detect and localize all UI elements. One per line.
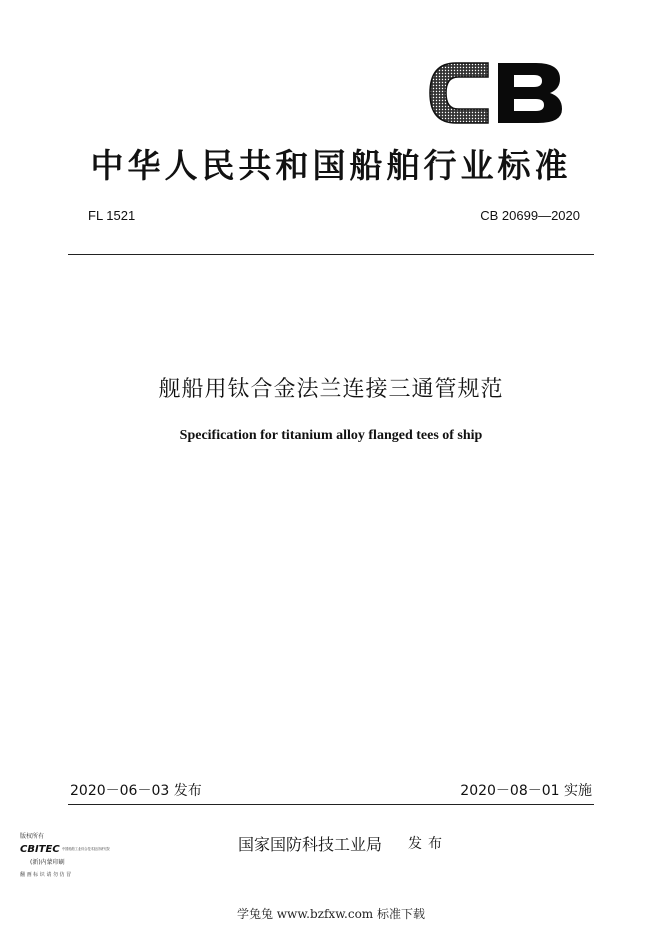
fl-classification-code: FL 1521 xyxy=(88,208,136,223)
anti-counterfeit-stamp xyxy=(18,830,114,882)
footer-watermark: 学兔兔 www.bzfxw.com 标准下载 xyxy=(236,907,426,921)
bottom-divider xyxy=(68,804,594,805)
english-title: Specification for titanium alloy flanged tees of ship xyxy=(179,428,483,443)
issue-date: 2020－06－03 发布 xyxy=(70,783,202,799)
stamp-brand: CBITEC xyxy=(20,844,60,855)
stamp-line4: 翻 画 标 识 请 勿 仿 冒 xyxy=(20,872,72,878)
implementation-date: 2020－08－01 实施 xyxy=(460,783,592,799)
publisher-name: 国家国防科技工业局 xyxy=(238,835,383,854)
stamp-line1: 版权所有 xyxy=(20,833,45,840)
standard-number: CB 20699—2020 xyxy=(480,208,580,223)
stamp-line2: 中国船舶工业综合技术经济研究院 xyxy=(62,847,110,851)
top-divider xyxy=(68,254,594,255)
chinese-title: 舰船用钛合金法兰连接三通管规范 xyxy=(158,377,504,402)
cb-logo xyxy=(426,57,566,129)
stamp-line3: (新)内蒙印刷 xyxy=(30,859,65,866)
publisher-action: 发布 xyxy=(408,836,448,852)
standard-organization-title: 中华人民共和国船舶行业标准 xyxy=(90,146,572,185)
logo-text: CB xyxy=(496,97,498,98)
